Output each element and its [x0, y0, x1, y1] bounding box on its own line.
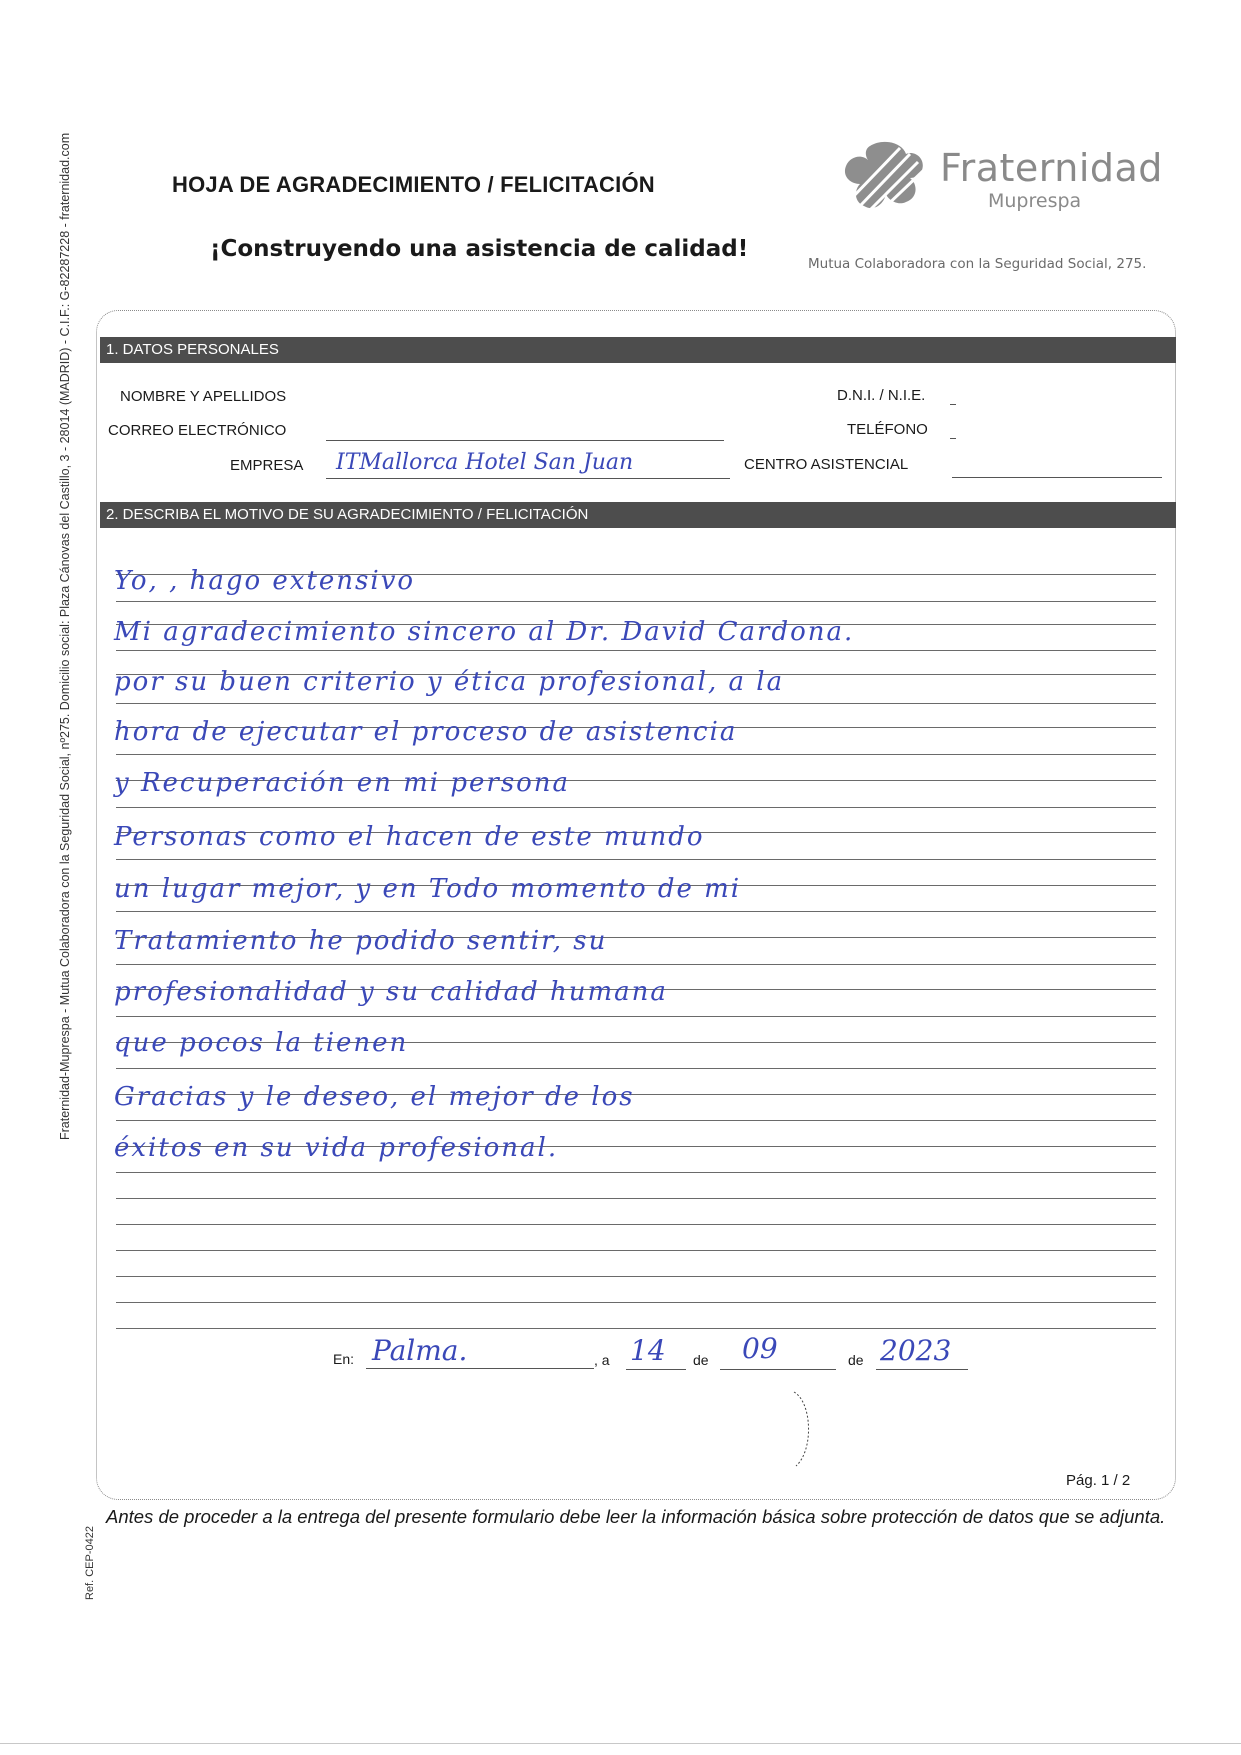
mutua-caption: Mutua Colaboradora con la Seguridad Social, 275.: [808, 256, 1147, 272]
year-value: 2023: [880, 1334, 952, 1367]
ruled-line: [116, 754, 1156, 755]
handwritten-line: un lugar mejor, y en Todo momento de mi: [114, 874, 742, 904]
page-number: Pág. 1 / 2: [1066, 1472, 1131, 1489]
ruled-line: [116, 1224, 1156, 1225]
day-field[interactable]: [626, 1369, 686, 1370]
ruled-line: [116, 964, 1156, 965]
label-dni: D.N.I. / N.I.E.: [837, 387, 926, 404]
ruled-line: [116, 1016, 1156, 1017]
ruled-line: [116, 911, 1156, 912]
centro-field[interactable]: [952, 477, 1162, 478]
handwritten-line: por su buen criterio y ética profesional, a la: [114, 667, 785, 697]
ruled-line: [116, 1172, 1156, 1173]
year-field[interactable]: [876, 1369, 968, 1370]
data-protection-notice: Antes de proceder a la entrega del presente formulario debe leer la información básica sobre protección de datos que se adjunta.: [106, 1506, 1166, 1527]
label-correo: CORREO ELECTRÓNICO: [108, 422, 287, 439]
handwritten-line: Yo, , hago extensivo: [114, 566, 416, 596]
telefono-field[interactable]: [950, 438, 956, 439]
side-legal-text-content: Fraternidad-Muprespa - Mutua Colaboradora con la Seguridad Social, nº275. Domicilio social: Plaza Cánovas del Castillo, 3 - 28014 (MADRID) - C.I.F.: G-82287228 - fraternidad.com: [58, 132, 72, 1140]
ruled-line: [116, 1328, 1156, 1329]
place-field[interactable]: [366, 1368, 594, 1369]
label-de-month: de: [693, 1352, 709, 1368]
signature-bracket: [790, 1390, 820, 1470]
label-en: En:: [333, 1351, 355, 1367]
handwritten-line: y Recuperación en mi persona: [114, 768, 571, 798]
empresa-field[interactable]: [326, 478, 730, 479]
handwritten-line: que pocos la tienen: [114, 1028, 409, 1058]
ruled-line: [116, 1276, 1156, 1277]
month-value: 09: [742, 1332, 778, 1365]
logo-name: Fraternidad: [940, 146, 1163, 190]
label-telefono: TELÉFONO: [847, 421, 928, 438]
dni-field[interactable]: [950, 404, 956, 405]
form-subtitle: ¡Construyendo una asistencia de calidad!: [210, 236, 749, 262]
handwritten-line: éxitos en su vida profesional.: [114, 1133, 559, 1163]
ruled-line: [116, 601, 1156, 602]
empresa-value: ITMallorca Hotel San Juan: [336, 450, 634, 475]
logo-sub: Muprespa: [988, 190, 1082, 212]
fraternidad-logo-icon: [840, 140, 928, 218]
reference-code-content: Ref. CEP-0422: [84, 1526, 96, 1600]
ruled-line: [116, 859, 1156, 860]
month-field[interactable]: [720, 1369, 836, 1370]
section-personal-data-header: 1. DATOS PERSONALES: [100, 337, 1176, 363]
bottom-divider: [0, 1743, 1241, 1744]
label-de-year: de: [848, 1352, 864, 1368]
label-nombre: NOMBRE Y APELLIDOS: [120, 388, 287, 405]
ruled-line: [116, 703, 1156, 704]
day-value: 14: [630, 1334, 666, 1367]
ruled-line: [116, 807, 1156, 808]
ruled-line: [116, 1198, 1156, 1199]
handwritten-line: Gracias y le deseo, el mejor de los: [114, 1082, 635, 1112]
ruled-line: [116, 1250, 1156, 1251]
side-legal-text: [58, 132, 78, 1160]
handwritten-line: Personas como el hacen de este mundo: [114, 822, 705, 852]
ruled-line: [116, 1302, 1156, 1303]
label-empresa: EMPRESA: [230, 457, 304, 474]
handwritten-line: Mi agradecimiento sincero al Dr. David Cardona.: [114, 617, 855, 647]
ruled-line: [116, 1120, 1156, 1121]
section-reason-header: 2. DESCRIBA EL MOTIVO DE SU AGRADECIMIENTO / FELICITACIÓN: [100, 502, 1176, 528]
handwritten-line: hora de ejecutar el proceso de asistencia: [114, 717, 738, 747]
correo-field[interactable]: [326, 440, 724, 441]
label-a: , a: [594, 1352, 610, 1368]
place-value: Palma.: [372, 1334, 468, 1367]
handwritten-line: profesionalidad y su calidad humana: [114, 977, 668, 1007]
fraternidad-logo: [840, 140, 1163, 220]
form-container: [96, 310, 1176, 1500]
ruled-line: [116, 1068, 1156, 1069]
form-title: HOJA DE AGRADECIMIENTO / FELICITACIÓN: [172, 172, 655, 197]
handwritten-line: Tratamiento he podido sentir, su: [114, 926, 608, 956]
label-centro: CENTRO ASISTENCIAL: [744, 456, 909, 473]
ruled-line: [116, 650, 1156, 651]
